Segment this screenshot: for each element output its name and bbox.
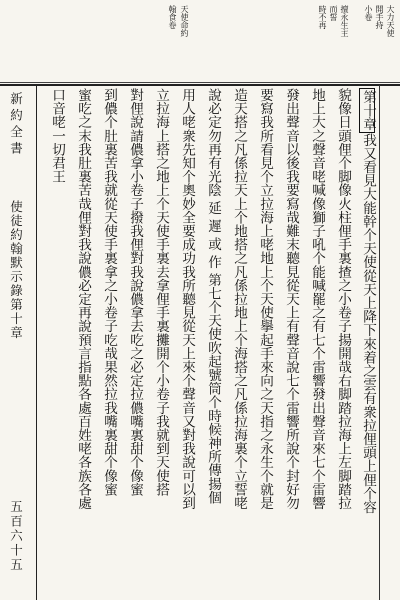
- left-column-divider: [36, 85, 37, 600]
- text-line: 發出聲音以後我要寫哉難末聽見從天上有聲音說七个雷響所說个封好勿: [283, 88, 299, 510]
- text-line: 蜜吃之末我肚裏苦哉俚對我說儂必定再說預言指點各處百姓咾各族各處: [75, 88, 91, 510]
- chapter-heading: 第十章: [360, 90, 376, 131]
- right-column-divider: [379, 85, 380, 600]
- text-line: 對俚說請儂拿小卷子撥我俚對我說儂拿去吃之必定拉儂嘴裏甜个像蜜: [127, 88, 143, 496]
- top-note-7: 天使命約: [180, 5, 189, 37]
- text-line: 貌像日頭俚个脚像火柱俚手裏揸之小卷子揚開哉右脚踏拉海上左脚踏拉: [335, 88, 351, 510]
- top-note-2: 開手持: [375, 5, 384, 29]
- top-note-5: 而誓: [329, 5, 338, 21]
- book-title: 新約全書: [8, 92, 24, 158]
- text-line: 口音咾一切君王: [49, 88, 65, 184]
- top-note-3: 小卷: [364, 5, 373, 21]
- top-note-8: 翰食卷: [168, 5, 177, 29]
- text-line: 立拉海上搭之地上个天使手裏去拿俚手裏攤開个小卷子我就到天使搭: [153, 88, 169, 496]
- top-note-1: 大力天使: [386, 5, 395, 37]
- page-number: 五百六十五: [8, 500, 24, 573]
- text-line: 地上大之聲音咾喊像獅子吼个能喊罷之有七个雷響發出聲音來七个雷響: [309, 88, 325, 510]
- header-divider: [0, 84, 400, 86]
- header-divider-thin: [0, 82, 400, 83]
- top-note-4: 擅永生主: [340, 5, 349, 37]
- text-line: 造天搭之凡係拉天上个地搭之凡係拉地上个海搭之凡係拉海裏个立誓咾: [231, 88, 247, 510]
- text-line: 說必定勿再有光陰 延 遲 或 作 第七个天使吹起號筒个時候神所傳揚個: [205, 88, 221, 505]
- text-line: 用人咾衆先知个奧妙全要成功我所聽見從天上來个聲音又對我說可以到: [179, 88, 195, 510]
- chapter-heading-line: [359, 88, 375, 514]
- top-note-6: 時不再: [318, 5, 327, 29]
- text-line: 我又看見大能幹个天使從天上降下來着之雲有衆拉俚頭上俚个容: [360, 132, 376, 514]
- text-line: 要寫我所看見个立拉海上咾地上个天使擧起手來向之天指之永生个就是: [257, 88, 273, 510]
- section-title: 使徒約翰默示錄第十章: [8, 200, 24, 340]
- text-line: 到儂个肚裏苦我就從天使手裏拿之小卷子吃哉果然拉我嘴裏甜个像蜜: [101, 88, 117, 496]
